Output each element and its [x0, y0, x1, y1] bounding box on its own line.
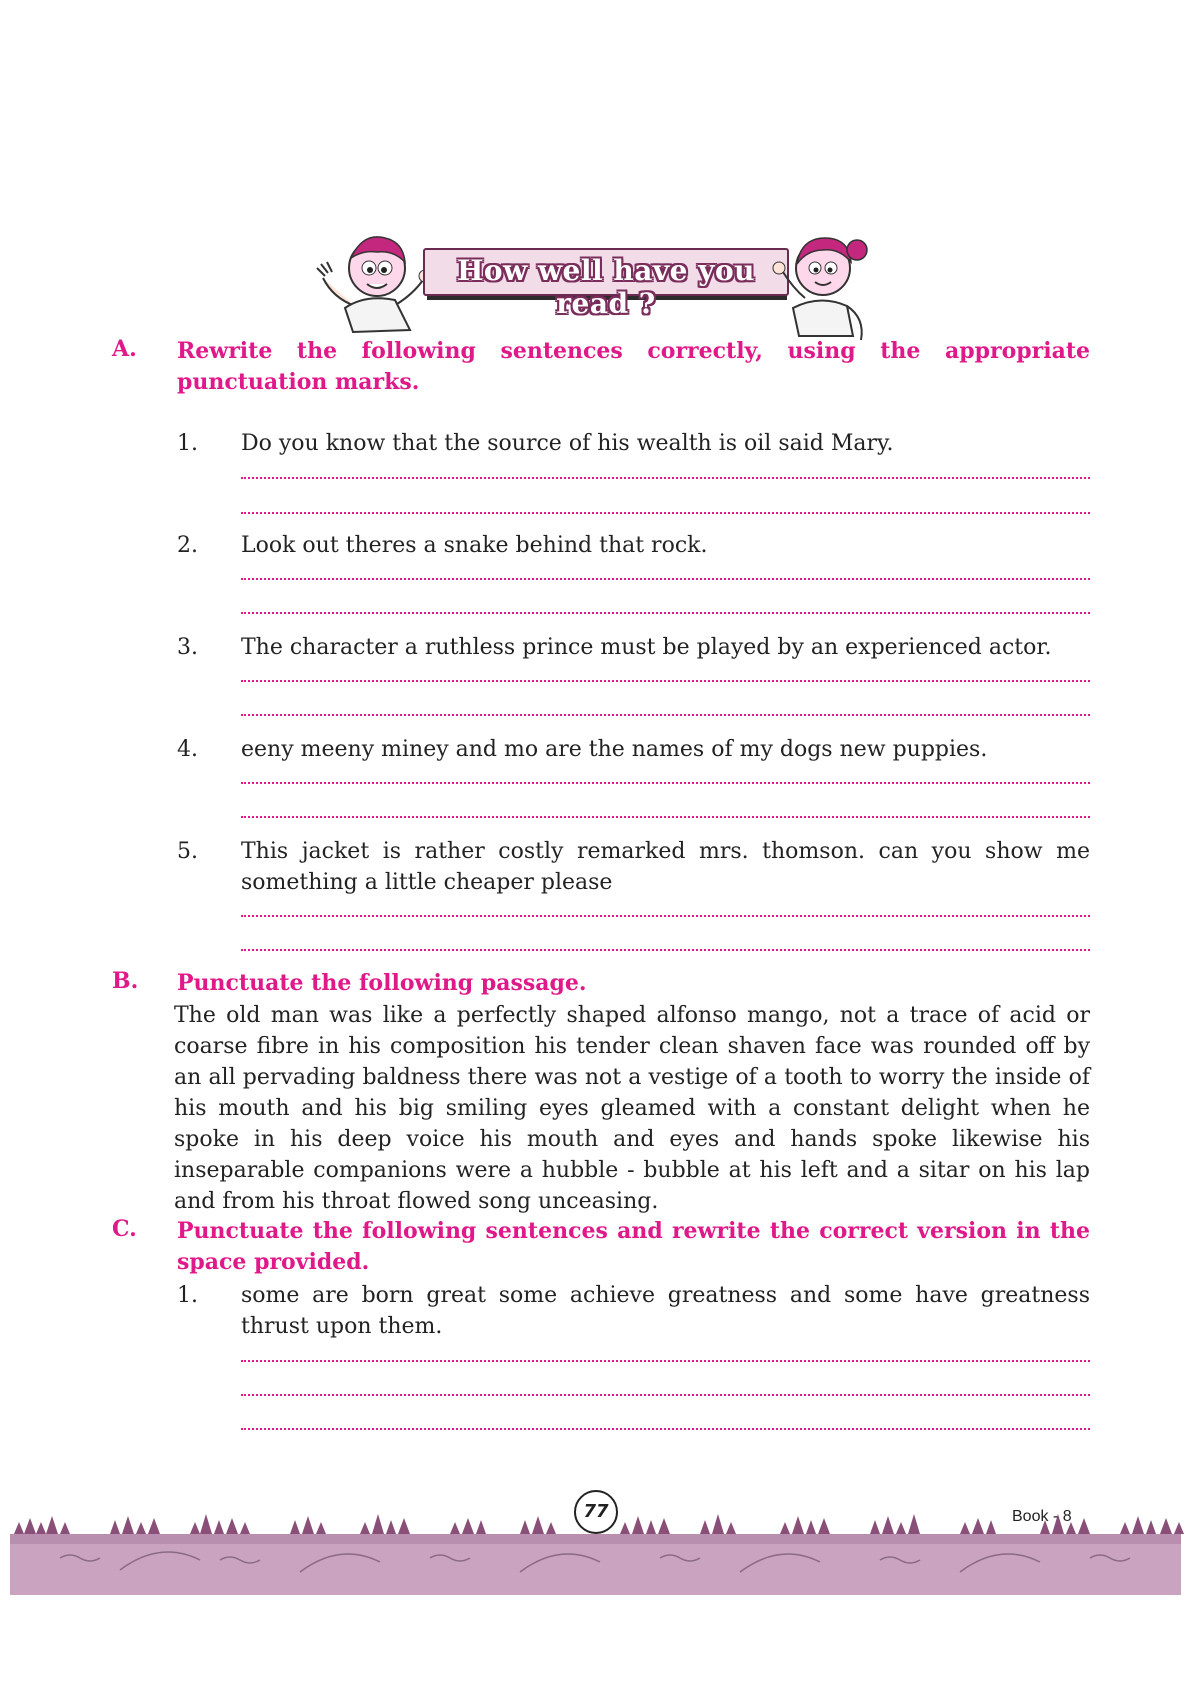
section-letter: C. — [112, 1216, 137, 1242]
question-number: 4. — [177, 737, 198, 762]
girl-cartoon-icon — [765, 228, 885, 348]
question-number: 1. — [177, 431, 198, 456]
section-title: Punctuate the following sentences and rewrite the correct version in the space provided. — [177, 1218, 1090, 1275]
question-text: Look out theres a snake behind that rock. — [241, 533, 708, 558]
passage-text: The old man was like a perfectly shaped alfonso mango, not a trace of acid or coarse fibre in his composition his tender clean shaven face was rounded off by an all pervading baldness there was not a vestige of a tooth to worry the inside of his mouth and his big smiling eyes gleamed with a constant delight when he spoke in his deep voice his mouth and eyes and hands spoke likewise his inseparable companions were a hubble - bubble at his left and a sitar on his lap and from his throat flowed song unceasing. — [174, 1003, 1090, 1214]
answer-line[interactable] — [241, 512, 1090, 514]
answer-line[interactable] — [241, 915, 1090, 917]
question-text: some are born great some achieve greatness and some have greatness thrust upon them. — [241, 1283, 1090, 1339]
question-number: 1. — [177, 1283, 198, 1308]
question-number: 3. — [177, 635, 198, 660]
question-text: This jacket is rather costly remarked mrs. thomson. can you show me something a little cheaper please — [241, 839, 1090, 895]
boy-cartoon-icon — [315, 228, 435, 338]
header-banner — [315, 228, 885, 348]
section-title: Rewrite the following sentences correctly, using the appropriate punctuation marks. — [177, 338, 1090, 395]
section-letter: A. — [112, 336, 137, 362]
answer-line[interactable] — [241, 612, 1090, 614]
banner-board — [423, 248, 789, 320]
section-title: Punctuate the following passage. — [177, 970, 587, 996]
answer-line[interactable] — [241, 477, 1090, 479]
question-text: The character a ruthless prince must be played by an experienced actor. — [241, 635, 1052, 660]
banner-title: How well have you read ? — [456, 254, 756, 320]
question-text: eeny meeny miney and mo are the names of my dogs new puppies. — [241, 737, 988, 762]
question-number: 2. — [177, 533, 198, 558]
answer-line[interactable] — [241, 1360, 1090, 1362]
question-text: Do you know that the source of his wealth is oil said Mary. — [241, 431, 894, 456]
answer-line[interactable] — [241, 816, 1090, 818]
answer-line[interactable] — [241, 1394, 1090, 1396]
answer-line[interactable] — [241, 782, 1090, 784]
question-number: 5. — [177, 839, 198, 864]
page-number-badge — [574, 1490, 620, 1536]
page-number: 77 — [574, 1490, 618, 1534]
answer-line[interactable] — [241, 680, 1090, 682]
answer-line[interactable] — [241, 949, 1090, 951]
answer-line[interactable] — [241, 714, 1090, 716]
answer-line[interactable] — [241, 1428, 1090, 1430]
section-letter: B. — [112, 968, 139, 994]
book-label: Book - 8 — [1012, 1508, 1072, 1525]
answer-line[interactable] — [241, 578, 1090, 580]
